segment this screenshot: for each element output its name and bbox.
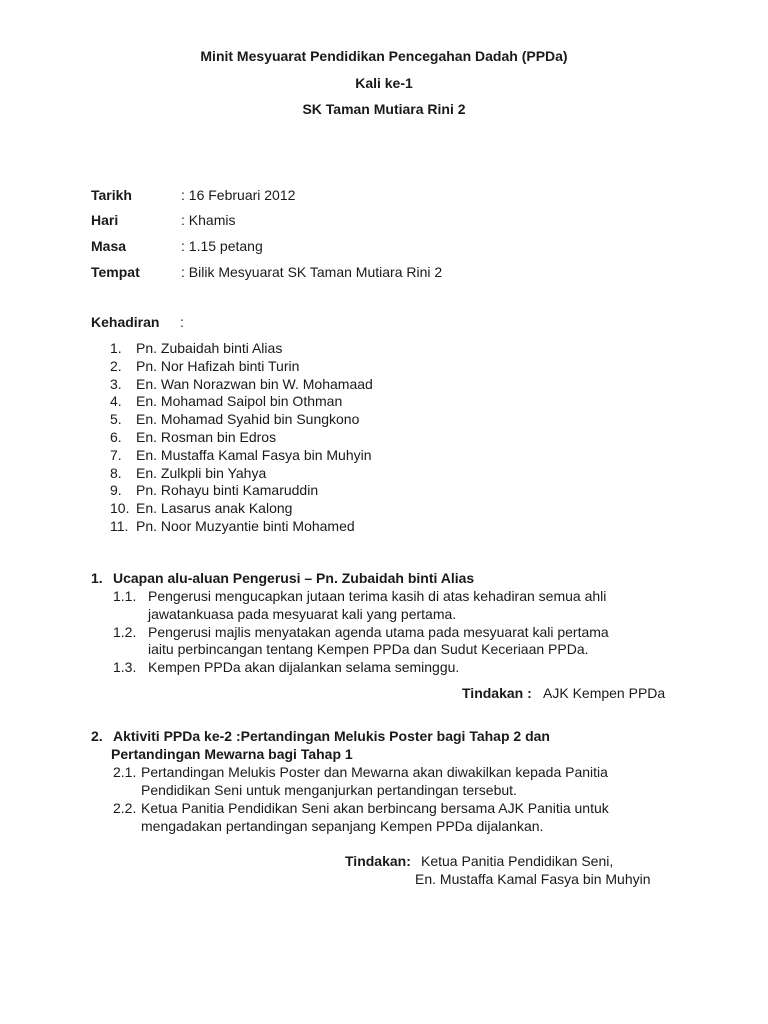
attendance-number: 7. [110,446,122,463]
attendance-number: 11. [110,517,129,534]
item-2-2-number: 2.2. [113,800,137,816]
attendance-number: 5. [110,411,122,428]
attendance-colon: : [180,314,184,330]
section-2-action-value: Ketua Panitia Pendidikan Seni, [421,853,614,869]
attendance-number: 10. [110,500,130,517]
meta-label: Hari [91,212,119,228]
attendance-name: En. Lasarus anak Kalong [136,500,293,517]
attendance-name: En. Wan Norazwan bin W. Mohamaad [136,375,373,392]
attendance-name: Pn. Rohayu binti Kamaruddin [136,482,319,499]
section-1-action-value: AJK Kempen PPDa [543,685,666,701]
attendance-name: En. Rosman bin Edros [136,428,277,445]
attendance-name: En. Zulkpli bin Yahya [136,464,267,481]
item-1-3-number: 1.3. [113,659,137,675]
item-1-1-line: Pengerusi mengucapkan jutaan terima kasih di atas kehadiran semua ahli [148,588,607,604]
attendance-name: En. Mustaffa Kamal Fasya bin Muhyin [136,446,372,463]
item-2-2-line: mengadakan pertandingan sepanjang Kempen PPDa dijalankan. [141,818,544,834]
attendance-name: En. Mohamad Saipol bin Othman [136,393,343,410]
section-2-heading: Pertandingan Mewarna bagi Tahap 1 [111,746,353,762]
attendance-label: Kehadiran [91,314,160,330]
attendance-number: 1. [110,340,122,356]
section-2-number: 2. [91,728,103,744]
item-1-2-line: Pengerusi majlis menyatakan agenda utama pada mesyuarat kali pertama [148,624,609,640]
section-2-action-label: Tindakan: [345,853,411,869]
item-1-1-line: jawatankuasa pada mesyuarat kali yang pertama. [148,606,457,622]
meta-value: : Khamis [181,212,236,228]
meta-label: Masa [91,238,127,254]
item-2-1-number: 2.1. [113,764,137,780]
attendance-number: 4. [110,393,122,410]
meta-value: : 16 Februari 2012 [181,187,296,203]
attendance-number: 9. [110,482,122,499]
attendance-number: 2. [110,357,122,374]
item-2-2-line: Ketua Panitia Pendidikan Seni akan berbincang bersama AJK Panitia untuk [141,800,609,816]
section-2-action-value: En. Mustaffa Kamal Fasya bin Muhyin [415,871,651,887]
meta-label: Tempat [91,264,140,280]
item-1-2-line: iaitu perbincangan tentang Kempen PPDa dan Sudut Keceriaan PPDa. [148,641,589,657]
document-title: Minit Mesyuarat Pendidikan Pencegahan Dadah (PPDa) [200,48,568,64]
meta-value: : Bilik Mesyuarat SK Taman Mutiara Rini 2 [181,264,443,280]
item-2-1-line: Pendidikan Seni untuk menganjurkan pertandingan tersebut. [141,782,517,798]
attendance-number: 6. [110,428,122,445]
attendance-number: 8. [110,464,122,481]
attendance-name: Pn. Zubaidah binti Alias [136,340,283,356]
attendance-number: 3. [110,375,122,392]
item-1-1-number: 1.1. [113,588,137,604]
section-1-number: 1. [91,570,103,586]
section-1-action-label: Tindakan : [462,685,532,701]
attendance-name: Pn. Nor Hafizah binti Turin [136,357,300,374]
meeting-session: Kali ke-1 [355,75,413,91]
attendance-name: En. Mohamad Syahid bin Sungkono [136,411,360,428]
section-1-heading: Ucapan alu-aluan Pengerusi – Pn. Zubaidah binti Alias [113,570,475,586]
item-2-1-line: Pertandingan Melukis Poster dan Mewarna akan diwakilkan kepada Panitia [141,764,608,780]
item-1-3-line: Kempen PPDa akan dijalankan selama seminggu. [148,659,460,675]
school-name: SK Taman Mutiara Rini 2 [302,101,466,117]
item-1-2-number: 1.2. [113,624,137,640]
section-2-heading: Aktiviti PPDa ke-2 :Pertandingan Melukis Poster bagi Tahap 2 dan [113,728,550,744]
meta-value: : 1.15 petang [181,238,263,254]
attendance-name: Pn. Noor Muzyantie binti Mohamed [136,517,355,534]
meta-label: Tarikh [91,187,132,203]
